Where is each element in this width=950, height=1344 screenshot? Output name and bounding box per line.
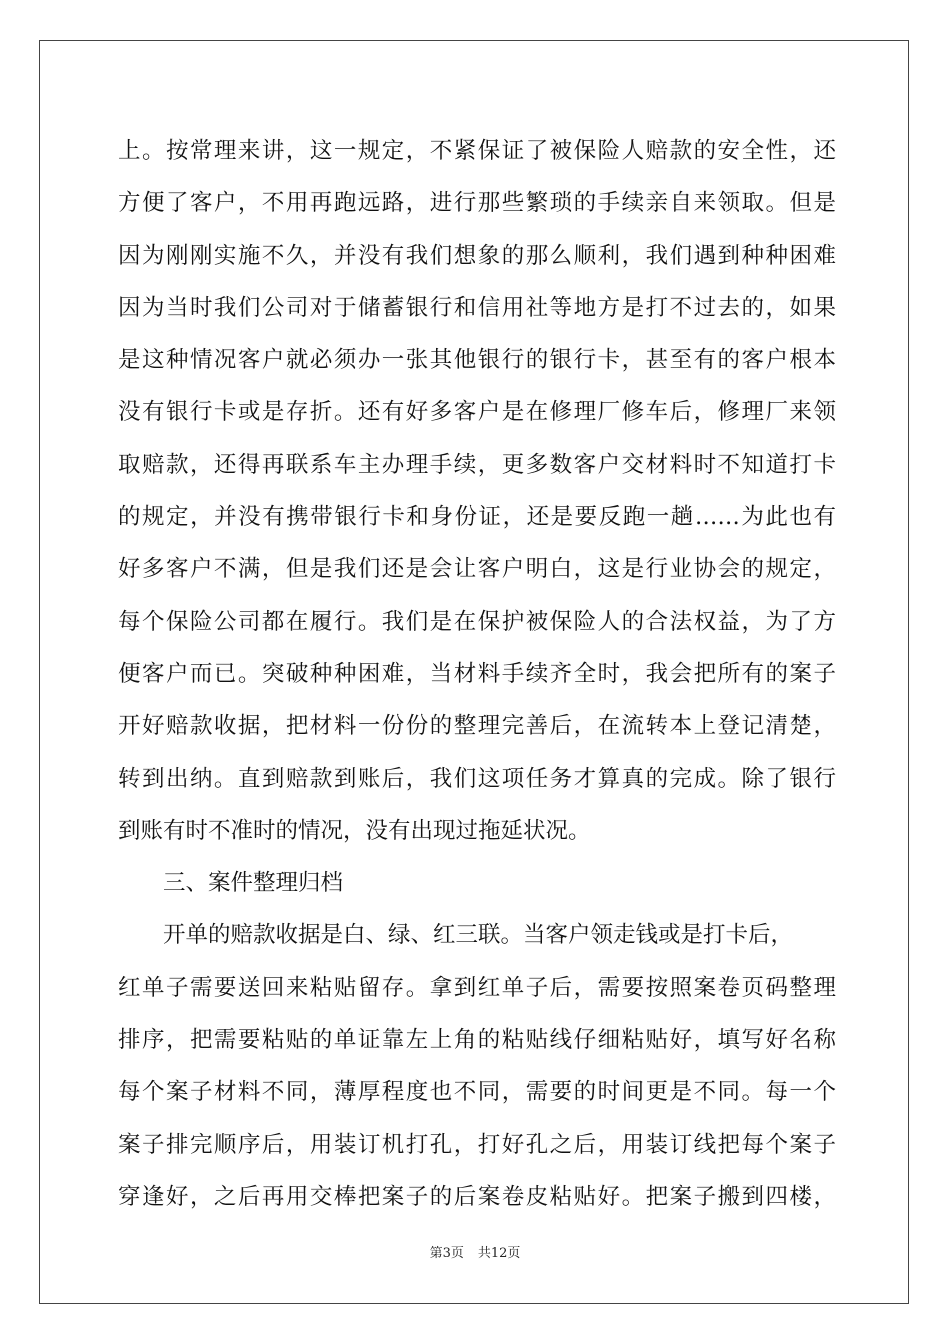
page-number: 第3页: [429, 1246, 464, 1261]
body-line: 上。按常理来讲，这一规定，不紧保证了被保险人赔款的安全性，还: [118, 138, 836, 164]
body-line: 开单的赔款收据是白、绿、红三联。当客户领走钱或是打卡后，: [163, 922, 794, 949]
body-line: 因为刚刚实施不久，并没有我们想象的那么顺利，我们遇到种种困难: [118, 242, 836, 269]
body-line: 每个保险公司都在履行。我们是在保护被保险人的合法权益，为了方: [118, 608, 836, 635]
body-line: 因为当时我们公司对于储蓄银行和信用社等地方是打不过去的，如果: [118, 294, 836, 321]
body-line: 好多客户不满，但是我们还是会让客户明白，这是行业协会的规定，: [118, 556, 836, 583]
body-line: 是这种情况客户就必须办一张其他银行的银行卡，甚至有的客户根本: [118, 347, 836, 374]
body-line: 开好赔款收据，把材料一份份的整理完善后，在流转本上登记清楚，: [118, 713, 836, 740]
body-line: 红单子需要送回来粘贴留存。拿到红单子后，需要按照案卷页码整理: [118, 974, 836, 1001]
body-line: 排序，把需要粘贴的单证靠左上角的粘贴线仔细粘贴好，填写好名称: [118, 1027, 836, 1054]
page-footer: [0, 1246, 950, 1262]
body-line: 便客户而已。突破种种困难，当材料手续齐全时，我会把所有的案子: [118, 660, 836, 687]
body-line: 取赔款，还得再联系车主办理手续，更多数客户交材料时不知道打卡: [118, 451, 836, 478]
body-line: 的规定，并没有携带银行卡和身份证，还是要反跑一趟……为此也有: [118, 504, 836, 531]
body-line: 方便了客户，不用再跑远路，进行那些繁琐的手续亲自来领取。但是: [118, 190, 836, 217]
body-line: 穿逢好，之后再用交棒把案子的后案卷皮粘贴好。把案子搬到四楼，: [118, 1183, 836, 1210]
document-body: [118, 125, 836, 1223]
section-heading: 三、案件整理归档: [163, 870, 344, 897]
body-line: 没有银行卡或是存折。还有好多客户是在修理厂修车后，修理厂来领: [118, 399, 836, 426]
page-total: 共12页: [477, 1246, 521, 1261]
body-line: 每个案子材料不同，薄厚程度也不同，需要的时间更是不同。每一个: [118, 1079, 836, 1106]
body-line: 案子排完顺序后，用装订机打孔，打好孔之后，用装订线把每个案子: [118, 1131, 836, 1158]
body-line: 转到出纳。直到赔款到账后，我们这项任务才算真的完成。除了银行: [118, 765, 836, 792]
body-line: 到账有时不准时的情况，没有出现过拖延状况。: [118, 817, 591, 844]
